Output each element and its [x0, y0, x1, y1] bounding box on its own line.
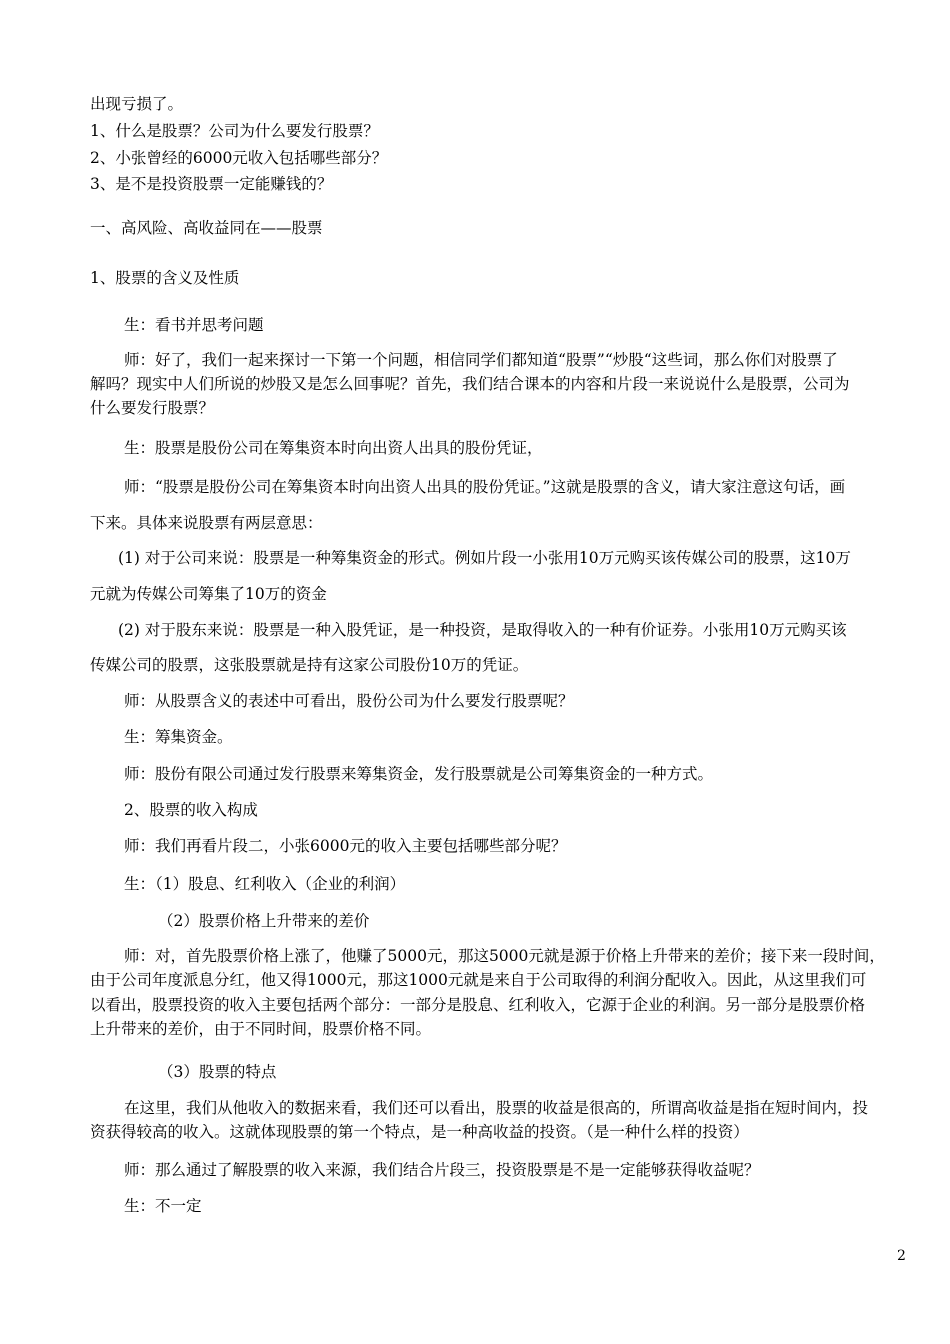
- text-line: 解吗？现实中人们所说的炒股又是怎么回事呢？首先，我们结合课本的内容和片段一来说说什么是股票，公司为: [90, 375, 850, 393]
- text-line: 在这里，我们从他收入的数据来看，我们还可以看出，股票的收益是很高的，所谓高收益是指在短时间内，投: [124, 1099, 869, 1117]
- text-line: 资获得较高的收入。这就体现股票的第一个特点，是一种高收益的投资。（是一种什么样的投资）: [90, 1123, 749, 1141]
- question-2: 2、小张曾经的6000元收入包括哪些部分？: [90, 149, 388, 167]
- subsection-heading: 2、股票的收入构成: [124, 801, 258, 819]
- text-line: 师：好了，我们一起来探讨一下第一个问题，相信同学们都知道“股票”“炒股“这些词，那么你们对股票了: [124, 351, 838, 369]
- text-line: 下来。具体来说股票有两层意思：: [90, 514, 323, 532]
- question-1: 1、什么是股票？公司为什么要发行股票？: [90, 122, 379, 140]
- text-line: 师：股份有限公司通过发行股票来筹集资金，发行股票就是公司筹集资金的一种方式。: [124, 765, 714, 783]
- text-line: 生：筹集资金。: [124, 728, 233, 746]
- text-line: (2) 对于股东来说：股票是一种入股凭证，是一种投资，是取得收入的一种有价证券。小张用10万元购买该: [118, 621, 847, 639]
- section-heading: 一、高风险、高收益同在——股票: [90, 219, 323, 237]
- text-line: （2）股票价格上升带来的差价: [158, 912, 370, 930]
- text-line: 生：（1）股息、红利收入（企业的利润）: [124, 875, 406, 893]
- question-3: 3、是不是投资股票一定能赚钱的？: [90, 175, 333, 193]
- subsection-heading: （3）股票的特点: [158, 1063, 277, 1081]
- text-line: 传媒公司的股票，这张股票就是持有这家公司股份10万的凭证。: [90, 656, 529, 674]
- text-line: 以看出，股票投资的收入主要包括两个部分：一部分是股息、红利收入，它源于企业的利润。另一部分是股票价格: [90, 996, 866, 1014]
- text-line: 由于公司年度派息分红，他又得1000元，那这1000元就是来自于公司取得的利润分配收入。因此，从这里我们可: [90, 971, 867, 989]
- text-line: 生：股票是股份公司在筹集资本时向出资人出具的股份凭证，: [124, 439, 543, 457]
- text-line: 师：对，首先股票价格上涨了，他赚了5000元，那这5000元就是源于价格上升带来的差价；接下来一段时间，: [124, 947, 885, 965]
- text-line: 出现亏损了。: [90, 95, 184, 113]
- text-line: 师：从股票含义的表述中可看出，股份公司为什么要发行股票呢？: [124, 692, 574, 710]
- text-line: 师：那么通过了解股票的收入来源，我们结合片段三，投资股票是不是一定能够获得收益呢？: [124, 1161, 760, 1179]
- subsection-heading: 1、股票的含义及性质: [90, 269, 240, 287]
- text-line: 上升带来的差价，由于不同时间，股票价格不同。: [90, 1020, 432, 1038]
- text-line: 什么要发行股票？: [90, 399, 215, 417]
- text-line: 师：我们再看片段二，小张6000元的收入主要包括哪些部分呢？: [124, 837, 567, 855]
- text-line: (1) 对于公司来说：股票是一种筹集资金的形式。例如片段一小张用10万元购买该传媒公司的股票，这10万: [118, 549, 851, 567]
- text-line: 元就为传媒公司筹集了10万的资金: [90, 585, 327, 603]
- text-line: 师：“股票是股份公司在筹集资本时向出资人出具的股份凭证。”这就是股票的含义，请大家注意这句话，画: [124, 478, 846, 496]
- text-line: 生：看书并思考问题: [124, 316, 264, 334]
- page-number: 2: [897, 1248, 906, 1264]
- text-line: 生：不一定: [124, 1197, 202, 1215]
